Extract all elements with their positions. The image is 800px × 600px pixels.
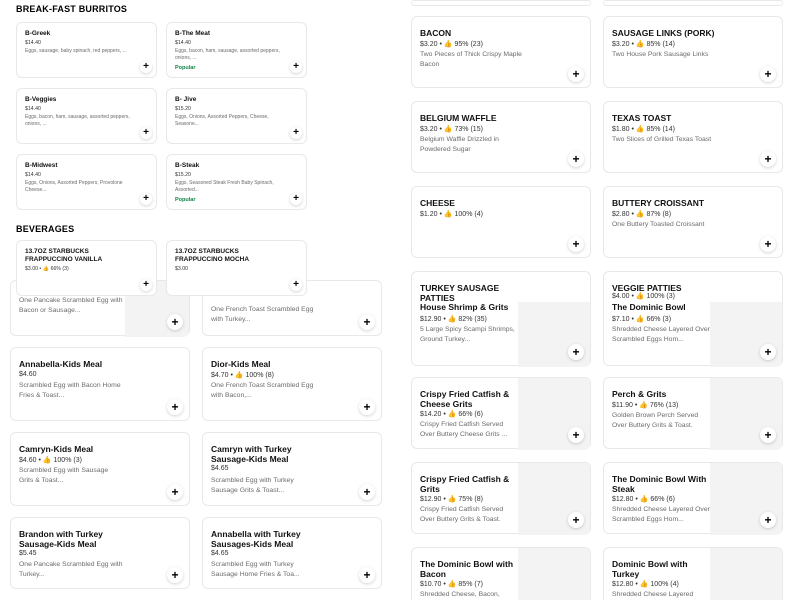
- menu-item-card[interactable]: [411, 271, 591, 366]
- menu-item-card[interactable]: [202, 517, 382, 589]
- item-price-rating: $3.20 • 👍 95% (23): [420, 41, 483, 48]
- item-description: Eggs, Onions, Assorted Peppers, Provolone Cheese...: [25, 180, 123, 193]
- item-price-rating: $12.80 • 👍 66% (6): [612, 496, 675, 503]
- item-price-rating: $4.00 • 👍 100% (3): [612, 293, 675, 300]
- item-title: VEGGIE PATTIES: [612, 283, 682, 293]
- menu-item-card[interactable]: [166, 240, 307, 296]
- item-description: Eggs, bacon, ham, sausage, assorted peppers, onions, ...: [175, 48, 280, 61]
- add-item-button[interactable]: +: [359, 484, 375, 500]
- item-description: One French Toast Scrambled Egg with Bacon,...: [211, 382, 314, 399]
- add-item-button[interactable]: +: [167, 399, 183, 415]
- menu-item-card[interactable]: [603, 271, 783, 366]
- menu-item-card[interactable]: [16, 154, 157, 210]
- section-title-breakfast-burritos: BREAK-FAST BURRITOS: [16, 4, 128, 14]
- item-description: 5 Large Spicy Scampi Shrimps, Ground Turkey...: [420, 326, 515, 343]
- item-price-rating: $3.20 • 👍 73% (15): [420, 126, 483, 133]
- item-title: BACON: [420, 28, 452, 38]
- item-title: The Dominic Bowl: [612, 302, 686, 312]
- item-title: Annabella-Kids Meal: [19, 359, 103, 369]
- item-price-rating: $4.70 • 👍 100% (8): [211, 372, 274, 379]
- menu-item-card[interactable]: [603, 101, 783, 173]
- add-item-button[interactable]: +: [760, 344, 776, 360]
- menu-item-card[interactable]: [166, 88, 307, 144]
- item-description: Scrambled Egg with Bacon Home Fries & Toast...: [19, 382, 121, 399]
- item-title: B-Midwest: [25, 162, 58, 169]
- menu-item-card[interactable]: [411, 462, 591, 534]
- add-item-button[interactable]: +: [568, 427, 584, 443]
- item-description: Two Pieces of Thick Crispy Maple Bacon: [420, 51, 522, 68]
- item-price-rating: $4.60 • 👍 100% (3): [19, 457, 82, 464]
- add-item-button[interactable]: +: [568, 151, 584, 167]
- item-price-rating: $11.90 • 👍 76% (13): [612, 402, 679, 409]
- menu-item-card[interactable]: [10, 432, 190, 506]
- item-price-rating: $12.80 • 👍 100% (4): [612, 581, 679, 588]
- menu-item-card[interactable]: [202, 432, 382, 506]
- item-price-rating: $2.80 • 👍 87% (8): [612, 211, 672, 218]
- item-price-rating: $4.65: [211, 550, 229, 557]
- add-item-button[interactable]: +: [760, 427, 776, 443]
- menu-item-card[interactable]: [411, 0, 591, 6]
- item-title: 13.7OZ STARBUCKS FRAPPUCCINO MOCHA: [175, 248, 250, 263]
- add-item-button[interactable]: +: [760, 66, 776, 82]
- item-price-rating: $1.80 • 👍 85% (14): [612, 126, 675, 133]
- add-item-button[interactable]: +: [760, 151, 776, 167]
- item-description: Two Slices of Grilled Texas Toast: [612, 136, 712, 143]
- menu-item-card[interactable]: [16, 88, 157, 144]
- menu-item-card[interactable]: [603, 547, 783, 600]
- item-title: Dior-Kids Meal: [211, 359, 271, 369]
- menu-item-card[interactable]: [411, 547, 591, 600]
- item-description: Shredded Cheese Layered: [612, 591, 694, 598]
- item-price-rating: $12.90 • 👍 75% (8): [420, 496, 483, 503]
- item-description: Eggs, Seasoned Steak Fresh Baby Spinach, Assorted...: [175, 180, 274, 193]
- item-title: TEXAS TOAST: [612, 113, 672, 123]
- item-title: B-Veggies: [25, 96, 57, 103]
- add-item-button[interactable]: +: [359, 567, 375, 583]
- item-title: The Dominic Bowl With Steak: [612, 474, 707, 494]
- item-price: $14.40: [175, 40, 191, 46]
- item-description: Belgium Waffle Drizzled in Powdered Sugar: [420, 136, 499, 153]
- item-description: Scrambled Egg with Turkey Sausage Grits & Toast...: [211, 477, 294, 494]
- add-item-button[interactable]: +: [760, 512, 776, 528]
- add-item-button[interactable]: +: [568, 344, 584, 360]
- menu-item-card[interactable]: [603, 377, 783, 449]
- item-title: The Dominic Bowl with Bacon: [420, 559, 514, 579]
- item-image: [710, 548, 782, 600]
- item-description: Eggs, Onions, Assorted Peppers, Cheese, Seasone...: [175, 114, 269, 127]
- item-price: $14.40: [25, 40, 41, 46]
- item-title: B-Greek: [25, 30, 51, 37]
- item-description: Crispy Fried Catfish Served Over Buttery Cheese Grits ...: [420, 421, 508, 438]
- item-description: One French Toast Scrambled Egg with Turkey...: [211, 306, 314, 323]
- item-price: $15.20: [175, 172, 191, 178]
- menu-item-card[interactable]: [411, 16, 591, 88]
- menu-item-card[interactable]: [603, 462, 783, 534]
- add-item-button[interactable]: +: [290, 127, 302, 139]
- item-price-rating: $3.20 • 👍 85% (14): [612, 41, 675, 48]
- item-title: B- Jive: [175, 96, 197, 103]
- item-description: Eggs, bacon, ham, sausage, assorted peppers, onions, ...: [25, 114, 130, 127]
- add-item-button[interactable]: +: [140, 61, 152, 73]
- menu-item-card[interactable]: [603, 16, 783, 88]
- item-description: One Buttery Toasted Croissant: [612, 221, 705, 228]
- add-item-button[interactable]: +: [359, 399, 375, 415]
- item-description: Crispy Fried Catfish Served Over Buttery Grits & Toast.: [420, 506, 504, 523]
- item-title: BUTTERY CROISSANT: [612, 198, 705, 208]
- item-price-rating: $1.20 • 👍 100% (4): [420, 211, 483, 218]
- item-description: Two House Pork Sausage Links: [612, 51, 709, 58]
- item-price: $3.00: [175, 266, 188, 272]
- menu-item-card[interactable]: [411, 377, 591, 449]
- menu-item-card[interactable]: [16, 240, 157, 296]
- item-description: Shredded Cheese Layered Over Scrambled Eggs Hom...: [612, 506, 710, 523]
- add-item-button[interactable]: +: [167, 484, 183, 500]
- item-description: Golden Brown Perch Served Over Buttery Grits & Toast.: [612, 412, 699, 429]
- item-price-rating: $4.65: [211, 465, 229, 472]
- menu-item-card[interactable]: [411, 101, 591, 173]
- item-title: Perch & Grits: [612, 389, 667, 399]
- item-title: TURKEY SAUSAGE PATTIES: [420, 283, 500, 303]
- add-item-button[interactable]: +: [167, 314, 183, 330]
- item-title: Camryn with Turkey Sausage-Kids Meal: [211, 444, 292, 464]
- item-title: 13.7OZ STARBUCKS FRAPPUCCINO VANILLA: [25, 248, 103, 263]
- item-description: Shredded Cheese Layered Over Scrambled Eggs Hom...: [612, 326, 710, 343]
- add-item-button[interactable]: +: [167, 567, 183, 583]
- menu-item-card[interactable]: [16, 22, 157, 78]
- item-title: Annabella with Turkey Sausages-Kids Meal: [211, 529, 301, 549]
- item-title: B-Steak: [175, 162, 200, 169]
- item-price: $14.40: [25, 172, 41, 178]
- add-item-button[interactable]: +: [568, 512, 584, 528]
- menu-item-card[interactable]: [202, 347, 382, 421]
- add-item-button[interactable]: +: [568, 236, 584, 252]
- menu-item-card[interactable]: [603, 186, 783, 258]
- add-item-button[interactable]: +: [359, 314, 375, 330]
- item-price-rating: $12.90 • 👍 82% (35): [420, 316, 487, 323]
- item-description: Scrambled Egg with Sausage Grits & Toast...: [19, 467, 109, 484]
- add-item-button[interactable]: +: [140, 127, 152, 139]
- item-description: Scrambled Egg with Turkey Sausage Home Fries & Toa...: [211, 561, 300, 578]
- add-item-button[interactable]: +: [140, 193, 152, 205]
- item-description: One Pancake Scrambled Egg with Bacon or Sausage...: [19, 297, 123, 314]
- item-title: Dominic Bowl with Turkey: [612, 559, 688, 579]
- item-title: BELGIUM WAFFLE: [420, 113, 497, 123]
- item-title: SAUSAGE LINKS (PORK): [612, 28, 715, 38]
- item-price: $14.40: [25, 106, 41, 112]
- item-price: $3.00 • 👍 66% (3): [25, 266, 69, 272]
- menu-item-card[interactable]: [166, 22, 307, 78]
- popular-badge: Popular: [175, 65, 196, 71]
- item-price-rating: $5.45: [19, 550, 37, 557]
- item-title: Crispy Fried Catfish & Grits: [420, 474, 510, 494]
- popular-badge: Popular: [175, 197, 196, 203]
- section-title-beverages: BEVERAGES: [16, 224, 75, 234]
- item-price: $15.20: [175, 106, 191, 112]
- item-image: [518, 548, 590, 600]
- add-item-button[interactable]: +: [290, 279, 302, 291]
- add-item-button[interactable]: +: [290, 193, 302, 205]
- add-item-button[interactable]: +: [140, 279, 152, 291]
- menu-item-card[interactable]: [10, 347, 190, 421]
- item-description: One Pancake Scrambled Egg with Turkey...: [19, 561, 123, 578]
- add-item-button[interactable]: +: [290, 61, 302, 73]
- item-price-rating: $4.60: [19, 371, 37, 378]
- item-title: B-The Meat: [175, 30, 211, 37]
- item-title: House Shrimp & Grits: [420, 302, 509, 312]
- item-description: Shredded Cheese, Bacon,: [420, 591, 500, 598]
- add-item-button[interactable]: +: [760, 236, 776, 252]
- item-title: Camryn-Kids Meal: [19, 444, 94, 454]
- add-item-button[interactable]: +: [568, 66, 584, 82]
- item-description: Eggs, sausage, baby spinach, red peppers, ...: [25, 48, 127, 54]
- menu-item-card[interactable]: [10, 517, 190, 589]
- item-title: CHEESE: [420, 198, 455, 208]
- menu-item-card[interactable]: [166, 154, 307, 210]
- item-price-rating: $14.20 • 👍 66% (6): [420, 411, 483, 418]
- item-price-rating: $10.70 • 👍 85% (7): [420, 581, 483, 588]
- item-price-rating: $7.10 • 👍 66% (3): [612, 316, 672, 323]
- menu-item-card[interactable]: [603, 0, 783, 6]
- menu-item-card[interactable]: [411, 186, 591, 258]
- item-title: Brandon with Turkey Sausage-Kids Meal: [19, 529, 103, 549]
- item-title: Crispy Fried Catfish & Cheese Grits: [420, 389, 510, 409]
